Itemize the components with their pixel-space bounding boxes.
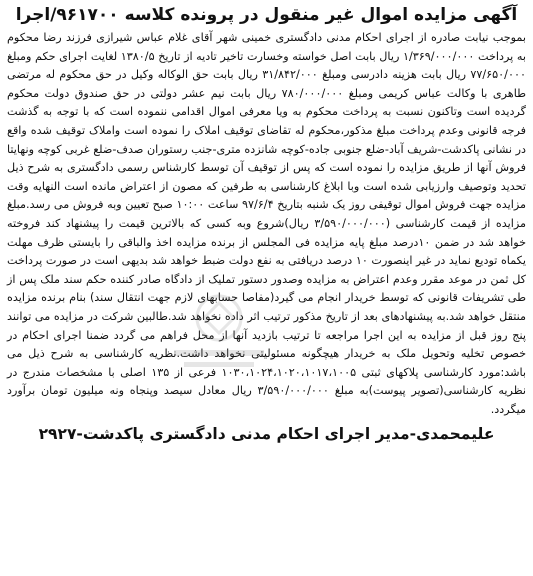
notice-body: بموجب نیابت صادره از اجرای احکام مدنی دادگستری خمینی شهر آقای غلام عباس شیرازی فرزند رضا محکوم به پرداخت ۱/۳۶۹/۰۰۰/۰۰۰ ریال بابت اصل خواسته وخسارت تاخیر تادیه از تاریخ ۱۳۸۰/۵ لغایت اجرای حکم ومبلغ ۷۷/۶۵۰/۰۰۰ ریال بابت هزینه دادرسی ومبلغ ۳۱/۸۴۲/۰۰۰ ریال بابت حق الوکاله وکیل در حق محکوم له مرتضی طاهری با وکالت عباس کریمی ومبلغ ۷۸۰/۰۰۰/۰۰۰ ریال بابت نیم عشر دولتی در حق صندوق دولت محکوم گردیده است وتاکنون نسبت به پرداخت محکوم به ویا معرفی اموال اقدامی ننموده است که با توجه به گذشت فرجه قانونی وعدم پرداخت مبلغ مذکور،محکوم له تقاضای توقیف املاک را نموده است واملاک توقیف شده واقع در نشانی پاکدشت-شریف آباد-ضلع جنوبی جاده-کوچه شانزده متری-جنب رستوران صدف-ضلع غربی کوچه ونهایتا فروش آنها از طریق مزایده را نموده است که پس از توقیف آن توسط کارشناس رسمی دادگستری به شرح ذیل تحدید وتوصیف وارزیابی شده است وبا ابلاغ کارشناسی به طرفین که مصون از اعتراض مانده است النهایه وقت مزایده جهت فروش اموال توقیفی روز یک شنبه بتاریخ ۹۷/۶/۴ ساعت ۱۰:۰۰ صبح تعیین وبه فروش می رسد.مبلغ مزایده از قیمت کارشناسی (۳/۵۹۰/۰۰۰/۰۰۰ ریال)شروع وبه کسی که بالاترین قیمت را پیشنهاد کند فروخته خواهد شد در ضمن ۱۰درصد مبلغ پایه مزایده فی المجلس از برنده مزایده اخذ والباقی را بایستی ظرف مهلت یکماه تودیع نماید در غیر اینصورت ۱۰ درصد دریافتی به نفع دولت ضبط خواهد شد بدیهی است در صورت پرداخت کل ثمن در موعد مقرر وعدم اعتراض به مزایده وصدور دستور تملیک از دادگاه صادر کننده حکم سند ملک پس از طی تشریفات قانونی که توسط خریدار انجام می گیرد(مفاصا حسابهای لازم جهت انتقال سند) بنام برنده مزایده منتقل خواهد شد.به پیشنهادهای بعد از تاریخ مذکور ترتیب اثر داده نخواهد شد.طالبین شرکت در مزایده می توانند پنج روز قبل از مزایده به این اجرا مراجعه تا ترتیب بازدید آنها از محل فراهم می گردد ضمنا اجرای احکام در خصوص تخلیه وتحویل ملک به خریدار هیچگونه مسئولیتی نخواهد داشت.نظریه کارشناسی به شرح ذیل می باشد:مورد کارشناسی پلاکهای ثبتی ۱۰۳۰،۱۰۲۴،۱۰۲۰،۱۰۱۷،۱۰۰۵ فرعی از ۱۳۵ اصلی با مشخصات مندرج در نظریه کارشناسی(تصویر پیوست)به مبلغ ۳/۵۹۰/۰۰۰/۰۰۰ ریال معادل سیصد وپنجاه ونه میلیون تومان برآورد میگردد.	[7, 31, 527, 416]
notice-title: آگهی مزایده اموال غیر منقول در پرونده کلاسه ۹۶۱۷۰۰/اجرا	[15, 5, 518, 25]
notice-signature: علیمحمدی-مدیر اجرای احکام مدنی دادگستری پاکدشت-۲۹۲۷	[38, 425, 495, 444]
auction-notice	[4, 3, 529, 573]
